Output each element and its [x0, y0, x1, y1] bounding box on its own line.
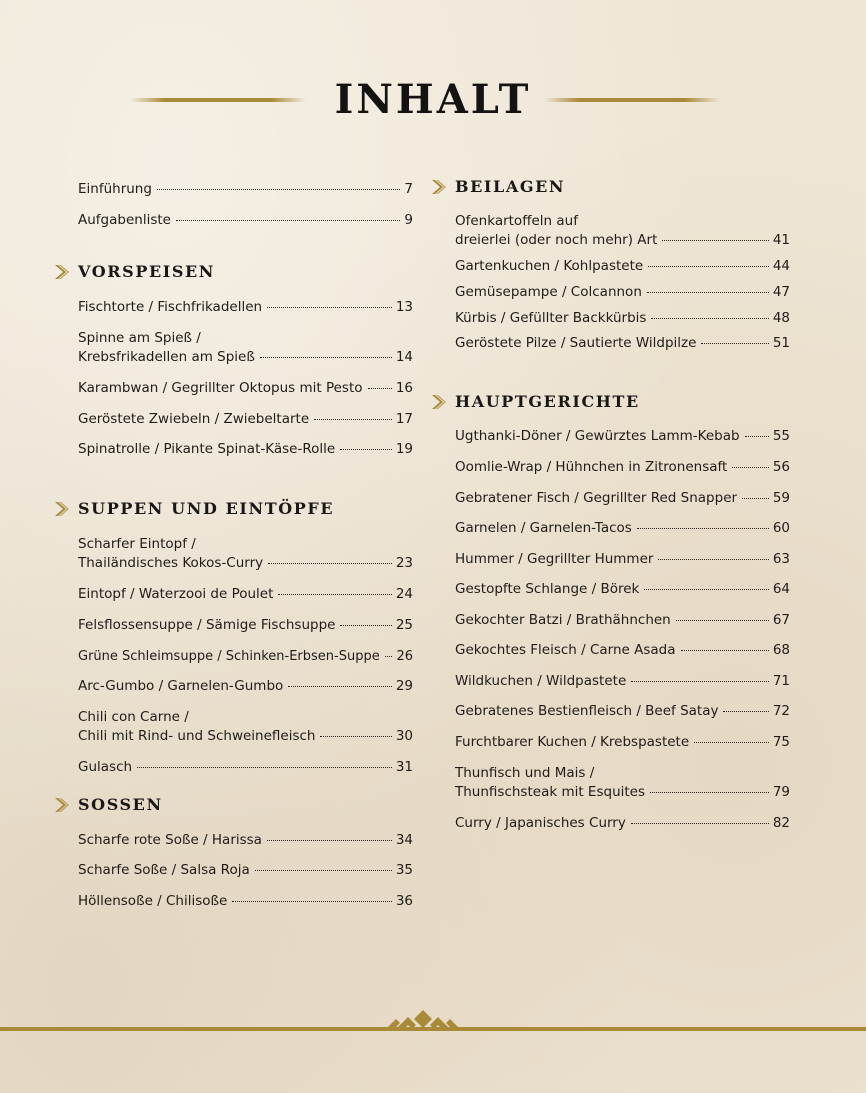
toc-entry[interactable] [78, 298, 413, 317]
leader-dots [268, 562, 392, 564]
toc-entry[interactable] [78, 708, 413, 746]
entry-label: Einführung [78, 181, 152, 197]
title-rule-right [544, 98, 720, 102]
chevron-right-icon [53, 796, 71, 814]
entry-label: Oomlie-Wrap / Hühnchen in Zitronensaft [455, 459, 728, 475]
leader-dots [644, 588, 768, 590]
leader-dots [662, 239, 768, 241]
leader-dots [314, 418, 392, 420]
entry-label: Garnelen / Garnelen-Tacos [455, 520, 632, 536]
leader-dots [694, 741, 769, 743]
toc-entry[interactable] [455, 764, 790, 802]
toc-entry[interactable] [455, 283, 790, 302]
leader-dots [742, 497, 769, 499]
toc-entry[interactable] [455, 641, 790, 660]
entry-label: Felsflossensuppe / Sämige Fischsuppe [78, 617, 336, 633]
entry-label: Chili mit Rind- und Schweinefleisch [78, 728, 316, 744]
toc-entry[interactable] [455, 334, 790, 353]
section-title: SUPPEN UND EINTÖPFE [78, 499, 335, 518]
entry-label-line1: Ofenkartoffeln auf [455, 213, 578, 229]
entry-label: Aufgabenliste [78, 212, 171, 228]
entry-label: Spinatrolle / Pikante Spinat-Käse-Rolle [78, 441, 336, 457]
toc-entry[interactable] [78, 329, 413, 367]
entry-page: 35 [395, 862, 413, 878]
entry-page: 55 [772, 428, 790, 444]
leader-dots [658, 558, 768, 560]
entry-page: 23 [395, 555, 413, 571]
toc-entry[interactable] [78, 410, 413, 429]
entry-label: Geröstete Zwiebeln / Zwiebeltarte [78, 411, 310, 427]
leader-dots [368, 387, 392, 389]
toc-entry[interactable] [78, 647, 413, 666]
section-heading-hauptgerichte [430, 391, 790, 413]
entry-page: 71 [772, 673, 790, 689]
entry-page: 75 [772, 734, 790, 750]
leader-dots [157, 188, 400, 190]
entry-page: 59 [772, 490, 790, 506]
entry-page: 51 [772, 335, 790, 351]
toc-entry[interactable] [78, 616, 413, 635]
entry-label: Karambwan / Gegrillter Oktopus mit Pesto [78, 380, 363, 396]
toc-entry[interactable] [78, 892, 413, 911]
leader-dots [340, 448, 392, 450]
section-heading-sossen [53, 794, 413, 816]
leader-dots [176, 219, 400, 221]
leader-dots [278, 593, 391, 595]
leader-dots [340, 624, 391, 626]
section-title: HAUPTGERICHTE [455, 392, 640, 411]
toc-entry[interactable] [78, 758, 413, 777]
entry-label: Gebratener Fisch / Gegrillter Red Snapper [455, 490, 738, 506]
leader-dots [745, 435, 769, 437]
entry-page: 31 [395, 759, 413, 775]
entry-page: 24 [395, 586, 413, 602]
entry-label: Furchtbarer Kuchen / Krebspastete [455, 734, 690, 750]
entry-label: Gemüsepampe / Colcannon [455, 284, 642, 300]
leader-dots [648, 265, 769, 267]
entry-page: 19 [395, 441, 413, 457]
leader-dots [650, 791, 769, 793]
toc-entry[interactable] [455, 580, 790, 599]
entry-label: dreierlei (oder noch mehr) Art [455, 232, 658, 248]
entry-page: 16 [395, 380, 413, 396]
leader-dots [732, 466, 768, 468]
entry-page: 82 [772, 815, 790, 831]
entry-label: Thunfischsteak mit Esquites [455, 784, 646, 800]
toc-entry[interactable] [455, 257, 790, 276]
entry-page: 41 [772, 232, 790, 248]
title-block [0, 76, 866, 126]
leader-dots [232, 900, 391, 902]
entry-label: Thailändisches Kokos-Curry [78, 555, 264, 571]
entry-page: 44 [772, 258, 790, 274]
leader-dots [288, 685, 392, 687]
entry-label: Krebsfrikadellen am Spieß [78, 349, 255, 365]
entry-label: Scharfe rote Soße / Harissa [78, 832, 262, 848]
toc-entry[interactable] [455, 519, 790, 538]
entry-page: 36 [395, 893, 413, 909]
leader-dots [676, 619, 769, 621]
chevron-right-icon [53, 263, 71, 281]
entry-page: 63 [772, 551, 790, 567]
toc-entry[interactable] [78, 585, 413, 604]
entry-label: Höllensoße / Chilisoße [78, 893, 228, 909]
toc-entry[interactable] [78, 535, 413, 573]
section-heading-suppen [53, 498, 413, 520]
entry-page: 13 [395, 299, 413, 315]
entry-page: 64 [772, 581, 790, 597]
entry-page: 56 [772, 459, 790, 475]
leader-dots [651, 317, 768, 319]
entry-page: 25 [395, 617, 413, 633]
leader-dots [723, 710, 768, 712]
entry-label: Gekochtes Fleisch / Carne Asada [455, 642, 676, 658]
section-heading-beilagen [430, 176, 790, 198]
entry-label: Curry / Japanisches Curry [455, 815, 626, 831]
entry-label: Geröstete Pilze / Sautierte Wildpilze [455, 335, 697, 351]
entry-label: Gulasch [78, 759, 133, 775]
leader-dots [637, 527, 769, 529]
entry-page: 7 [404, 181, 413, 197]
leader-dots [137, 766, 392, 768]
leader-dots [631, 822, 769, 824]
entry-label-line1: Thunfisch und Mais / [455, 765, 595, 781]
toc-entry[interactable] [455, 702, 790, 721]
toc-entry[interactable] [455, 733, 790, 752]
leader-dots [647, 291, 769, 293]
section-title: VORSPEISEN [78, 262, 216, 281]
section-heading-vorspeisen [53, 261, 413, 283]
toc-entry[interactable] [455, 458, 790, 477]
toc-entry[interactable] [78, 440, 413, 459]
entry-page: 26 [396, 649, 413, 664]
entry-label-line1: Chili con Carne / [78, 709, 189, 725]
entry-page: 72 [772, 703, 790, 719]
entry-label: Fischtorte / Fischfrikadellen [78, 299, 263, 315]
chevron-right-icon [430, 393, 448, 411]
leader-dots [701, 342, 768, 344]
toc-entry[interactable] [455, 489, 790, 508]
entry-page: 17 [395, 411, 413, 427]
entry-label: Kürbis / Gefüllter Backkürbis [455, 310, 647, 326]
leader-dots [260, 356, 392, 358]
chevron-right-icon [430, 178, 448, 196]
entry-page: 60 [772, 520, 790, 536]
entry-label: Gebratenes Bestienfleisch / Beef Satay [455, 703, 719, 719]
entry-label: Ugthanki-Döner / Gewürztes Lamm-Kebab [455, 428, 740, 444]
entry-label: Arc-Gumbo / Garnelen-Gumbo [78, 678, 284, 694]
chevron-right-icon [53, 500, 71, 518]
entry-page: 47 [772, 284, 790, 300]
entry-page: 67 [772, 612, 790, 628]
leader-dots [267, 306, 392, 308]
section-title: SOSSEN [78, 795, 163, 814]
leader-dots [320, 735, 391, 737]
toc-entry[interactable] [455, 814, 790, 833]
leader-dots [255, 869, 392, 871]
entry-label: Wildkuchen / Wildpastete [455, 673, 627, 689]
entry-label: Gestopfte Schlange / Börek [455, 581, 640, 597]
page-title: INHALT [334, 76, 532, 123]
toc-entry[interactable] [455, 550, 790, 569]
entry-label: Gekochter Batzi / Brathähnchen [455, 612, 671, 628]
toc-entry[interactable] [78, 831, 413, 850]
entry-page: 34 [395, 832, 413, 848]
entry-label: Grüne Schleimsuppe / Schinken-Erbsen-Suppe [78, 649, 380, 664]
entry-label-line1: Scharfer Eintopf / [78, 536, 196, 552]
toc-entry[interactable] [455, 611, 790, 630]
entry-page: 30 [395, 728, 413, 744]
toc-entry[interactable] [78, 211, 413, 230]
entry-label: Hummer / Gegrillter Hummer [455, 551, 654, 567]
entry-page: 29 [395, 678, 413, 694]
toc-entry[interactable] [78, 379, 413, 398]
entry-label-line1: Spinne am Spieß / [78, 330, 201, 346]
entry-page: 48 [772, 310, 790, 326]
leader-dots [681, 649, 769, 651]
entry-page: 14 [395, 349, 413, 365]
toc-entry[interactable] [455, 212, 790, 250]
toc-entry[interactable] [78, 861, 413, 880]
footer-ornament [0, 1008, 866, 1048]
toc-entry[interactable] [78, 180, 413, 199]
leader-dots [267, 839, 392, 841]
leader-dots [631, 680, 769, 682]
entry-label: Eintopf / Waterzooi de Poulet [78, 586, 274, 602]
entry-label: Scharfe Soße / Salsa Roja [78, 862, 250, 878]
section-title: BEILAGEN [455, 177, 566, 196]
entry-label: Gartenkuchen / Kohlpastete [455, 258, 644, 274]
toc-entry[interactable] [78, 677, 413, 696]
entry-page: 68 [772, 642, 790, 658]
toc-entry[interactable] [455, 672, 790, 691]
toc-entry[interactable] [455, 309, 790, 328]
entry-page: 9 [404, 212, 413, 228]
entry-page: 79 [772, 784, 790, 800]
leader-dots [385, 655, 393, 657]
toc-entry[interactable] [455, 427, 790, 446]
